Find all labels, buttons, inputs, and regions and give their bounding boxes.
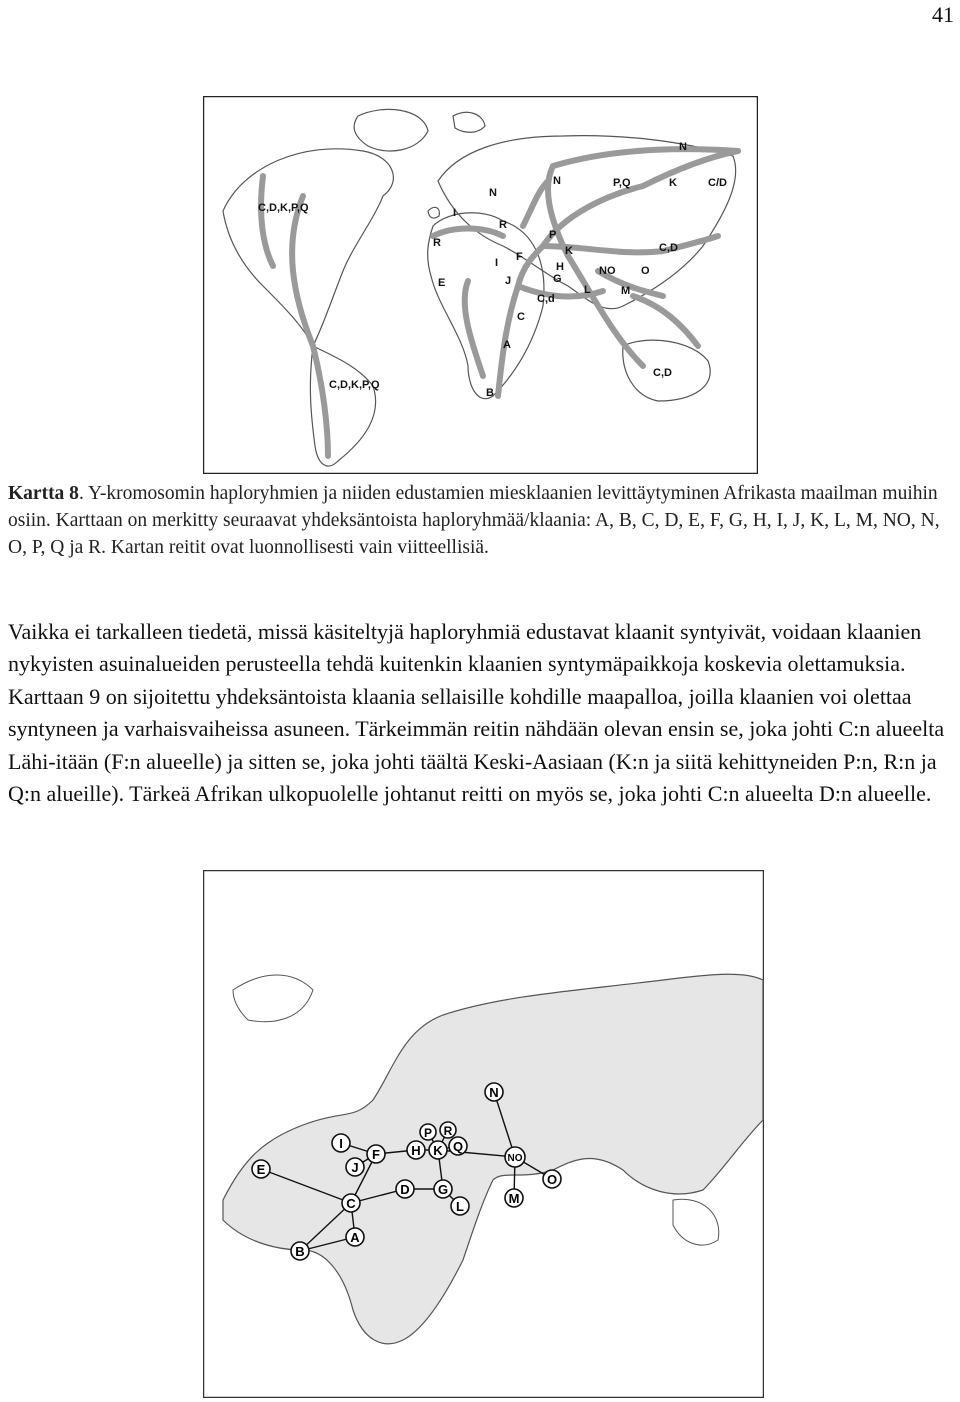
label-m: M (621, 285, 631, 297)
node-g-label: G (437, 1182, 449, 1197)
node-no (505, 1147, 525, 1167)
node-l (451, 1197, 469, 1215)
node-no-label: NO (507, 1153, 523, 1164)
label-a: A (503, 339, 511, 351)
label-k-east: K (669, 177, 677, 189)
label-cd-ne: C/D (708, 177, 727, 189)
label-cdkpq-south: C,D,K,P,Q (329, 379, 380, 391)
node-c-label: C (346, 1196, 356, 1211)
node-c (342, 1194, 360, 1212)
caption-text: . Y-kromosomin haploryhmien ja niiden edustamien miesklaanien levittäytyminen Afrikasta maailman muihin osiin. Karttaan on merkitty seuraavat yhdeksäntoista haploryhmää/klaania: A, B, C, D, E, F, G, H, I, J, K, L, M, NO, N, O, P, Q ja R. Kartan reitit ovat luonnollisesti vain viitteellisiä. (8, 483, 940, 558)
label-no: NO (599, 265, 616, 277)
node-n (485, 1083, 503, 1101)
node-q-label: Q (452, 1139, 464, 1154)
node-o (543, 1170, 561, 1188)
node-m-label: M (508, 1191, 520, 1206)
label-i-north: I (453, 207, 457, 219)
label-pq: P,Q (613, 177, 631, 189)
label-f: F (516, 251, 523, 263)
node-l-label: L (456, 1199, 464, 1214)
label-r-2: R (433, 237, 441, 249)
label-n-west: N (489, 187, 497, 199)
node-h-label: H (411, 1143, 421, 1158)
label-cd-aus: C,D (653, 367, 672, 379)
label-h: H (556, 261, 564, 273)
label-p: P (549, 229, 557, 241)
label-j: J (505, 275, 512, 287)
body-paragraph: Vaikka ei tarkalleen tiedetä, missä käsiteltyjä haploryhmiä edustavat klaanit syntyivät, voidaan klaanien nykyisten asuinalueiden perusteella tehdä kuitenkin klaanien syntymäpaikkoja koskevia olettamuksia. Karttaan 9 on sijoitettu yhdeksäntoista klaania sellaisille kohdille maapalloa, joilla klaanien voi olettaa syntyneen ja varhaisvaiheissa asuneen. Tärkeimmän reitin nähdään olevan ensin se, joka johti C:n alueelta Lähi-itään (F:n alueelle) ja sitten se, joka johti täältä Keski-Aasiaan (K:n ja siitä kehittyneiden P:n, R:n ja Q:n alueille). Tärkeä Afrikan ulkopuolelle johtanut reitti on myös se, joka johti C:n alueelta D:n alueelle. (8, 619, 945, 807)
node-n-label: N (489, 1085, 499, 1100)
node-f-label: F (372, 1147, 380, 1162)
node-p-label: P (423, 1126, 433, 1140)
label-r-1: R (499, 219, 507, 231)
node-f (367, 1145, 385, 1163)
node-m (505, 1189, 523, 1207)
label-k: K (565, 245, 573, 257)
node-d-label: D (400, 1182, 410, 1197)
node-e (252, 1160, 270, 1178)
caption-label: Kartta 8 (8, 483, 79, 504)
node-k-label: K (433, 1143, 443, 1158)
node-a-label: A (350, 1230, 360, 1245)
node-q (449, 1137, 467, 1155)
label-cdkpq-north: C,D,K,P,Q (258, 202, 309, 214)
node-i-label: I (339, 1136, 343, 1151)
node-j (346, 1158, 364, 1176)
node-j-label: J (351, 1160, 359, 1175)
label-cd-small: C,d (537, 293, 555, 305)
node-h (407, 1141, 425, 1159)
label-i-south: I (495, 257, 499, 269)
node-o-label: O (546, 1172, 558, 1187)
node-r (440, 1122, 456, 1138)
label-l: L (584, 284, 591, 296)
label-n-mid: N (553, 175, 561, 187)
label-o: O (641, 265, 650, 277)
node-g (434, 1180, 452, 1198)
node-e-label: E (256, 1162, 266, 1177)
label-b: B (486, 387, 494, 399)
label-c: C (517, 311, 525, 323)
world-haplogroup-route-map (203, 96, 758, 474)
label-e: E (438, 277, 446, 289)
node-a (346, 1228, 364, 1246)
page-number: 41 (932, 2, 954, 27)
node-k (429, 1141, 447, 1159)
node-r-label: R (443, 1124, 453, 1138)
node-d (396, 1180, 414, 1198)
node-p (420, 1124, 436, 1140)
node-b-label: B (295, 1244, 305, 1259)
node-b (291, 1242, 309, 1260)
haplogroup-origin-map (203, 870, 764, 1398)
node-i (332, 1134, 350, 1152)
label-cd-east: C,D (659, 242, 678, 254)
label-n-east: N (679, 141, 687, 153)
label-g: G (553, 273, 562, 285)
map-caption (8, 480, 948, 561)
